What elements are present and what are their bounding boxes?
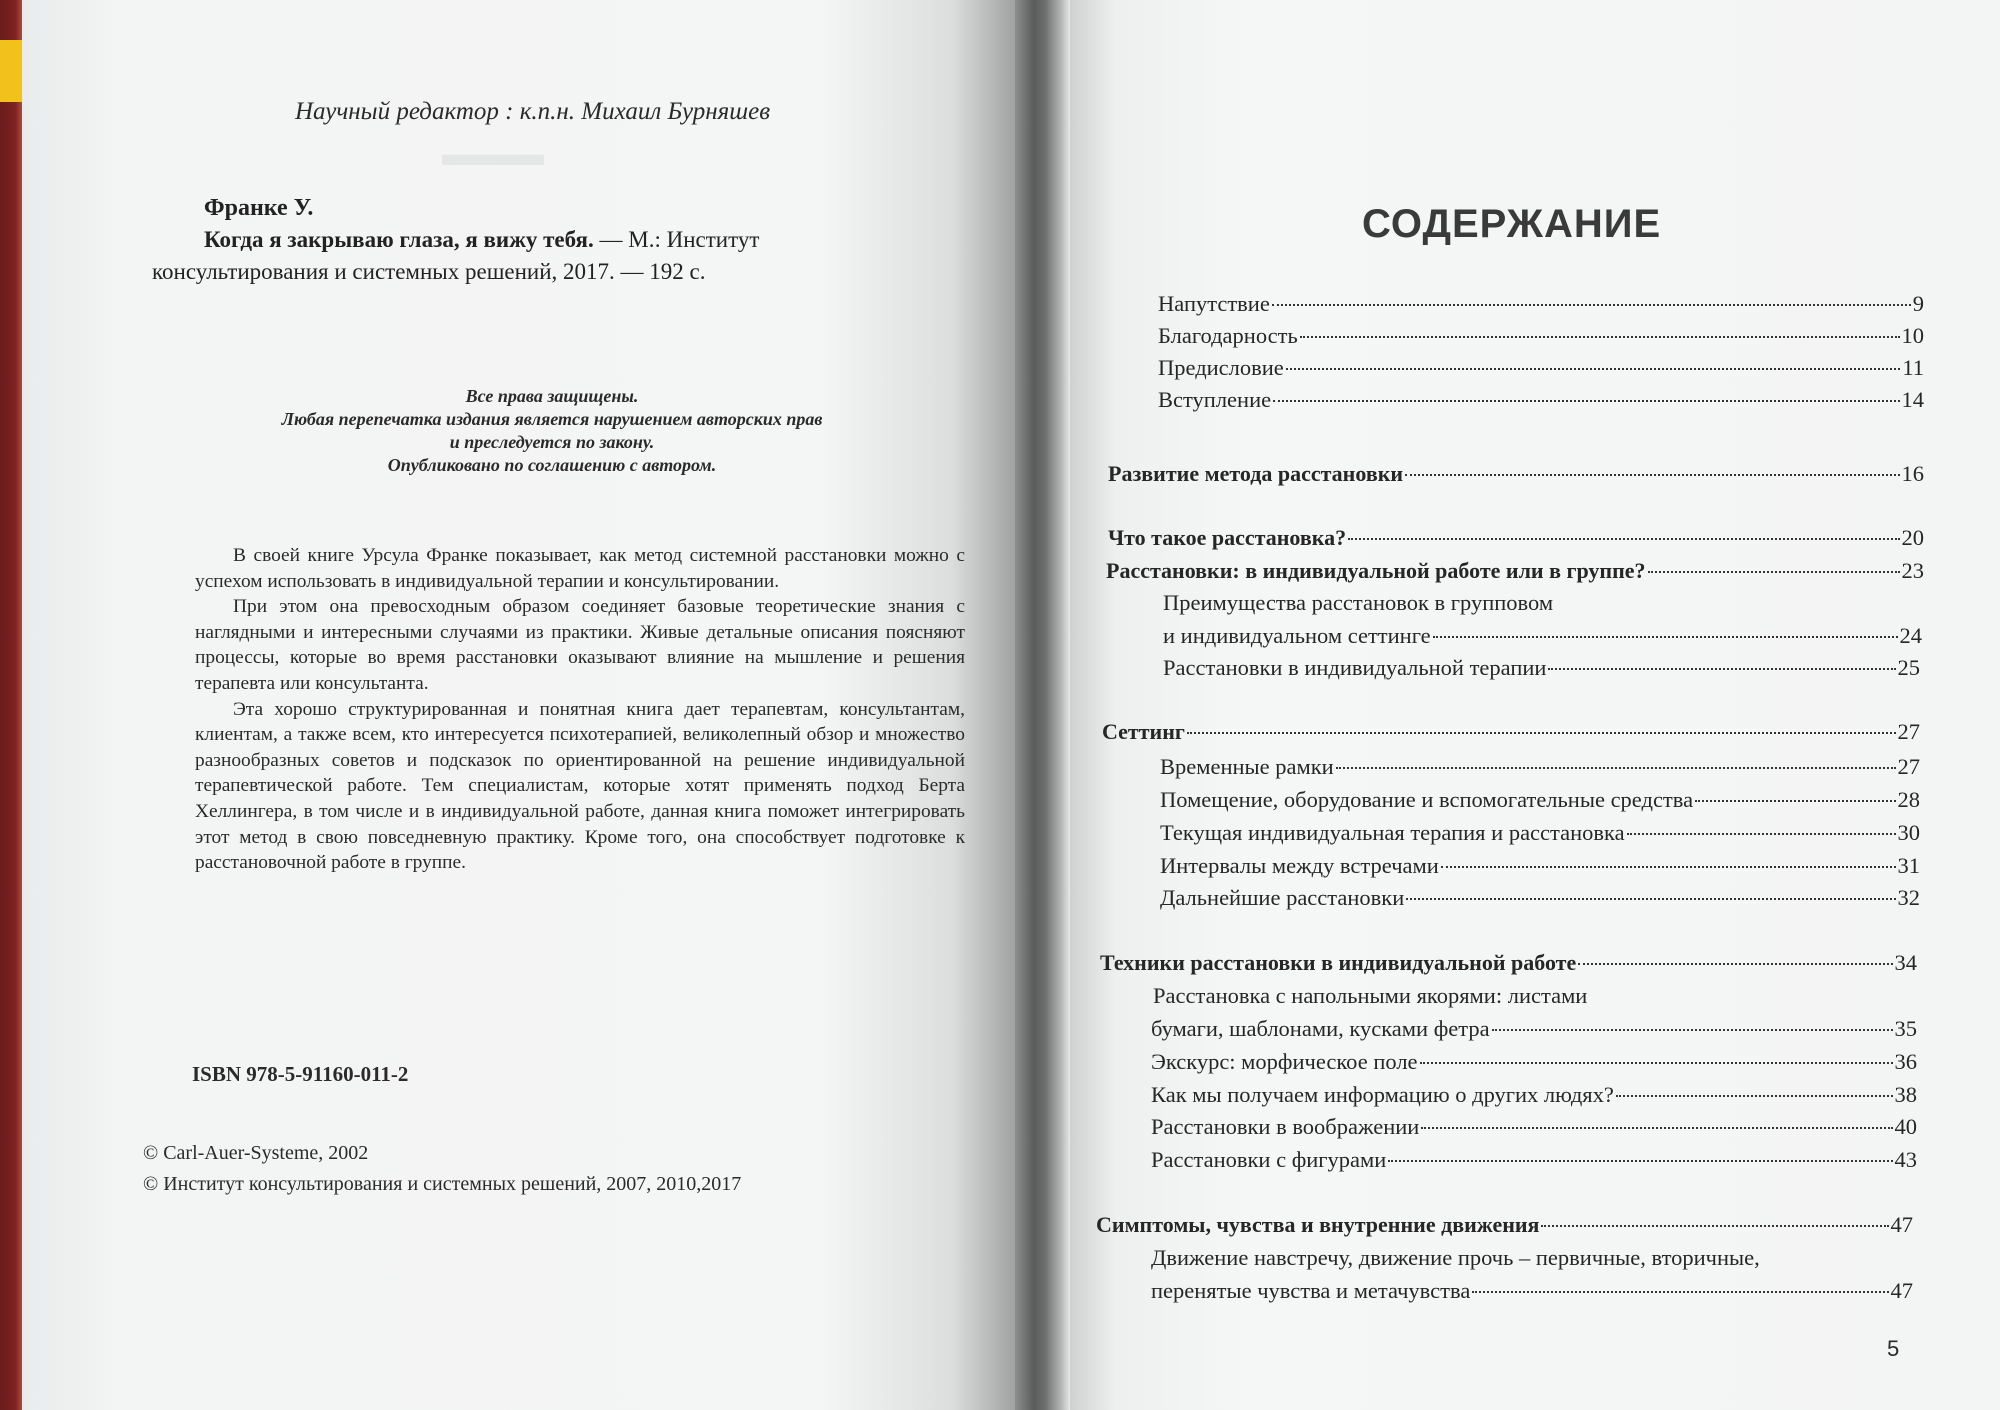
scientific-editor: Научный редактор : к.п.н. Михаил Бурняшев	[295, 98, 771, 125]
toc-leader-dots	[1695, 800, 1895, 802]
bookmark-tab	[0, 40, 22, 102]
toc-entry-label: Предисловие	[1158, 355, 1284, 380]
toc-entry-label: Дальнейшие расстановки	[1160, 885, 1405, 910]
toc-entry-page: 25	[1897, 655, 1920, 680]
rights-line: Любая перепечатка издания является нарушением авторских прав	[281, 409, 823, 429]
toc-entry-label: Временные рамки	[1160, 754, 1334, 779]
book-author: Франке У.	[204, 195, 314, 221]
toc-entry-label: Техники расстановки в индивидуальной работе	[1100, 950, 1577, 975]
toc-leader-dots	[1627, 833, 1896, 835]
toc-entry-page: 34	[1894, 950, 1917, 975]
toc-entry-label: Напутствие	[1158, 291, 1270, 316]
toc-leader-dots	[1348, 538, 1899, 540]
isbn: ISBN 978-5-91160-011-2	[192, 1062, 409, 1086]
bleed-through-text: ▬▬▬	[442, 135, 544, 173]
toc-entry	[1151, 1245, 1760, 1271]
book-annotation	[195, 543, 965, 876]
toc-leader-dots	[1273, 400, 1899, 402]
toc-chapter-entry	[1106, 558, 1924, 584]
book-imprint-start: — М.: Институт	[593, 227, 760, 252]
toc-entry-page: 23	[1901, 558, 1924, 583]
toc-leader-dots	[1405, 474, 1899, 476]
toc-leader-dots	[1441, 866, 1896, 868]
toc-entry-page: 16	[1901, 461, 1924, 486]
book-gutter	[1015, 0, 1070, 1410]
toc-entry	[1160, 853, 1920, 879]
book-spine-edge	[0, 0, 22, 1410]
toc-leader-dots	[1472, 1291, 1888, 1293]
toc-entry-label: Расстановки: в индивидуальной работе или в группе?	[1106, 558, 1646, 583]
toc-entry-page: 38	[1894, 1082, 1917, 1107]
page-number: 5	[1887, 1336, 1900, 1361]
copyright-line: © Институт консультирования и системных решений, 2007, 2010,2017	[143, 1173, 742, 1195]
toc-entry-page: 11	[1902, 355, 1924, 380]
toc-entry-label: Благодарность	[1158, 323, 1298, 348]
toc-entry-label: Экскурс: морфическое поле	[1151, 1049, 1418, 1074]
toc-title: СОДЕРЖАНИЕ	[1362, 202, 1662, 246]
toc-entry	[1151, 1049, 1917, 1075]
toc-entry-label: и индивидуальном сеттинге	[1163, 623, 1431, 648]
toc-chapter-entry	[1108, 461, 1924, 487]
toc-leader-dots	[1286, 368, 1901, 370]
toc-chapter-entry	[1100, 950, 1917, 976]
toc-entry-page: 47	[1890, 1278, 1913, 1303]
annotation-paragraph: При этом она превосходным образом соединяет базовые теоретические знания с наглядными и интересными случаями из практики. Живые детальные описания поясняют процессы, которые во время расстановки оказывают влияние на мышление и решения терапевта или консультанта.	[195, 596, 965, 694]
toc-entry-page: 43	[1894, 1147, 1917, 1172]
toc-entry-label: Сеттинг	[1102, 719, 1185, 744]
book-title-line	[152, 224, 962, 256]
toc-entry-page: 14	[1901, 387, 1924, 412]
toc-entry	[1163, 623, 1922, 649]
annotation-paragraph: Эта хорошо структурированная и понятная книга дает терапевтам, консультантам, клиентам, а также всем, кто интересуется психотерапией, великолепный обзор и множество разнообразных советов и подсказок по ориентированной на решение индивидуальной терапевтической работе. Тем специалистам, которые хотят применять подход Берта Хеллингера, в том числе и в индивидуальной работе, данная книга поможет интегрировать этот метод в свою повседневную практику. Кроме того, она способствует подготовке к расстановочной работе в группе.	[195, 698, 965, 874]
toc-entry	[1163, 655, 1920, 681]
toc-entry-label: Помещение, оборудование и вспомогательные средства	[1160, 787, 1694, 812]
rights-line: Опубликовано по соглашению с автором.	[387, 455, 717, 475]
toc-entry-label: Что такое расстановка?	[1108, 525, 1347, 550]
toc-entry-page: 27	[1897, 754, 1920, 779]
toc-entry	[1158, 387, 1924, 413]
toc-entry-label: Симптомы, чувства и внутренние движения	[1096, 1212, 1540, 1237]
toc-entry-page: 47	[1890, 1212, 1913, 1237]
toc-entry-page: 9	[1912, 291, 1924, 316]
toc-chapter-entry	[1108, 525, 1924, 551]
toc-leader-dots	[1492, 1029, 1893, 1031]
toc-entry-page: 27	[1897, 719, 1920, 744]
toc-entry-label: Текущая индивидуальная терапия и расстановка	[1160, 820, 1625, 845]
toc-leader-dots	[1541, 1225, 1888, 1227]
toc-leader-dots	[1578, 963, 1892, 965]
toc-leader-dots	[1300, 336, 1900, 338]
toc-leader-dots	[1336, 767, 1896, 769]
toc-entry-label: Расстановки в индивидуальной терапии	[1163, 655, 1547, 680]
toc-entry-label: бумаги, шаблонами, кусками фетра	[1151, 1016, 1490, 1041]
toc-entry-label: Преимущества расстановок в групповом	[1163, 590, 1554, 615]
toc-entry	[1160, 787, 1920, 813]
toc-entry	[1158, 323, 1924, 349]
toc-leader-dots	[1433, 636, 1898, 638]
toc-entry-label: Вступление	[1158, 387, 1272, 412]
toc-leader-dots	[1548, 668, 1895, 670]
toc-entry-label: Движение навстречу, движение прочь – первичные, вторичные,	[1151, 1245, 1760, 1270]
copyright-line: © Carl-Auer-Systeme, 2002	[143, 1142, 369, 1164]
toc-leader-dots	[1648, 571, 1900, 573]
toc-leader-dots	[1421, 1127, 1892, 1129]
toc-entry	[1158, 355, 1924, 381]
toc-leader-dots	[1616, 1095, 1893, 1097]
toc-entry-page: 36	[1894, 1049, 1917, 1074]
toc-entry	[1158, 291, 1924, 317]
toc-entry-page: 20	[1901, 525, 1924, 550]
toc-entry-label: Как мы получаем информацию о других людях?	[1151, 1082, 1614, 1107]
rights-notice	[182, 385, 922, 477]
toc-entry-page: 28	[1897, 787, 1920, 812]
toc-entry-page: 24	[1899, 623, 1922, 648]
toc-entry	[1160, 820, 1920, 846]
rights-line: и преследуется по закону.	[449, 432, 655, 452]
book-title: Когда я закрываю глаза, я вижу тебя.	[204, 227, 594, 252]
toc-entry-label: Расстановка с напольными якорями: листами	[1153, 983, 1588, 1008]
toc-entry-page: 10	[1901, 323, 1924, 348]
toc-entry-label: Интервалы между встречами	[1160, 853, 1439, 878]
toc-entry-page: 35	[1894, 1016, 1917, 1041]
toc-entry	[1160, 754, 1920, 780]
toc-chapter-entry	[1102, 719, 1920, 745]
copyright-block	[143, 1138, 741, 1200]
toc-leader-dots	[1187, 732, 1896, 734]
toc-entry	[1163, 590, 1553, 616]
toc-entry-label: Развитие метода расстановки	[1108, 461, 1404, 486]
toc-entry	[1151, 1278, 1913, 1304]
book-publisher-line: консультирования и системных решений, 2017. — 192 с.	[152, 259, 706, 284]
toc-entry	[1153, 983, 1587, 1009]
toc-leader-dots	[1272, 304, 1911, 306]
toc-entry	[1151, 1147, 1917, 1173]
annotation-paragraph: В своей книге Урсула Франке показывает, как метод системной расстановки можно с успехом использовать в индивидуальной терапии и консультировании.	[195, 545, 965, 592]
rights-line: Все права защищены.	[465, 386, 639, 406]
toc-entry	[1151, 1114, 1917, 1140]
toc-chapter-entry	[1096, 1212, 1913, 1238]
toc-entry	[1151, 1016, 1917, 1042]
toc-entry-page: 30	[1897, 820, 1920, 845]
toc-entry	[1151, 1082, 1917, 1108]
toc-entry-page: 31	[1897, 853, 1920, 878]
toc-entry	[1160, 885, 1920, 911]
toc-entry-label: Расстановки в воображении	[1151, 1114, 1420, 1139]
bibliographic-record	[152, 192, 962, 288]
toc-entry-page: 40	[1894, 1114, 1917, 1139]
toc-leader-dots	[1420, 1062, 1893, 1064]
toc-entry-page: 32	[1897, 885, 1920, 910]
toc-leader-dots	[1406, 898, 1895, 900]
toc-entry-label: Расстановки с фигурами	[1151, 1147, 1387, 1172]
toc-leader-dots	[1388, 1160, 1892, 1162]
toc-entry-label: перенятые чувства и метачувства	[1151, 1278, 1471, 1303]
